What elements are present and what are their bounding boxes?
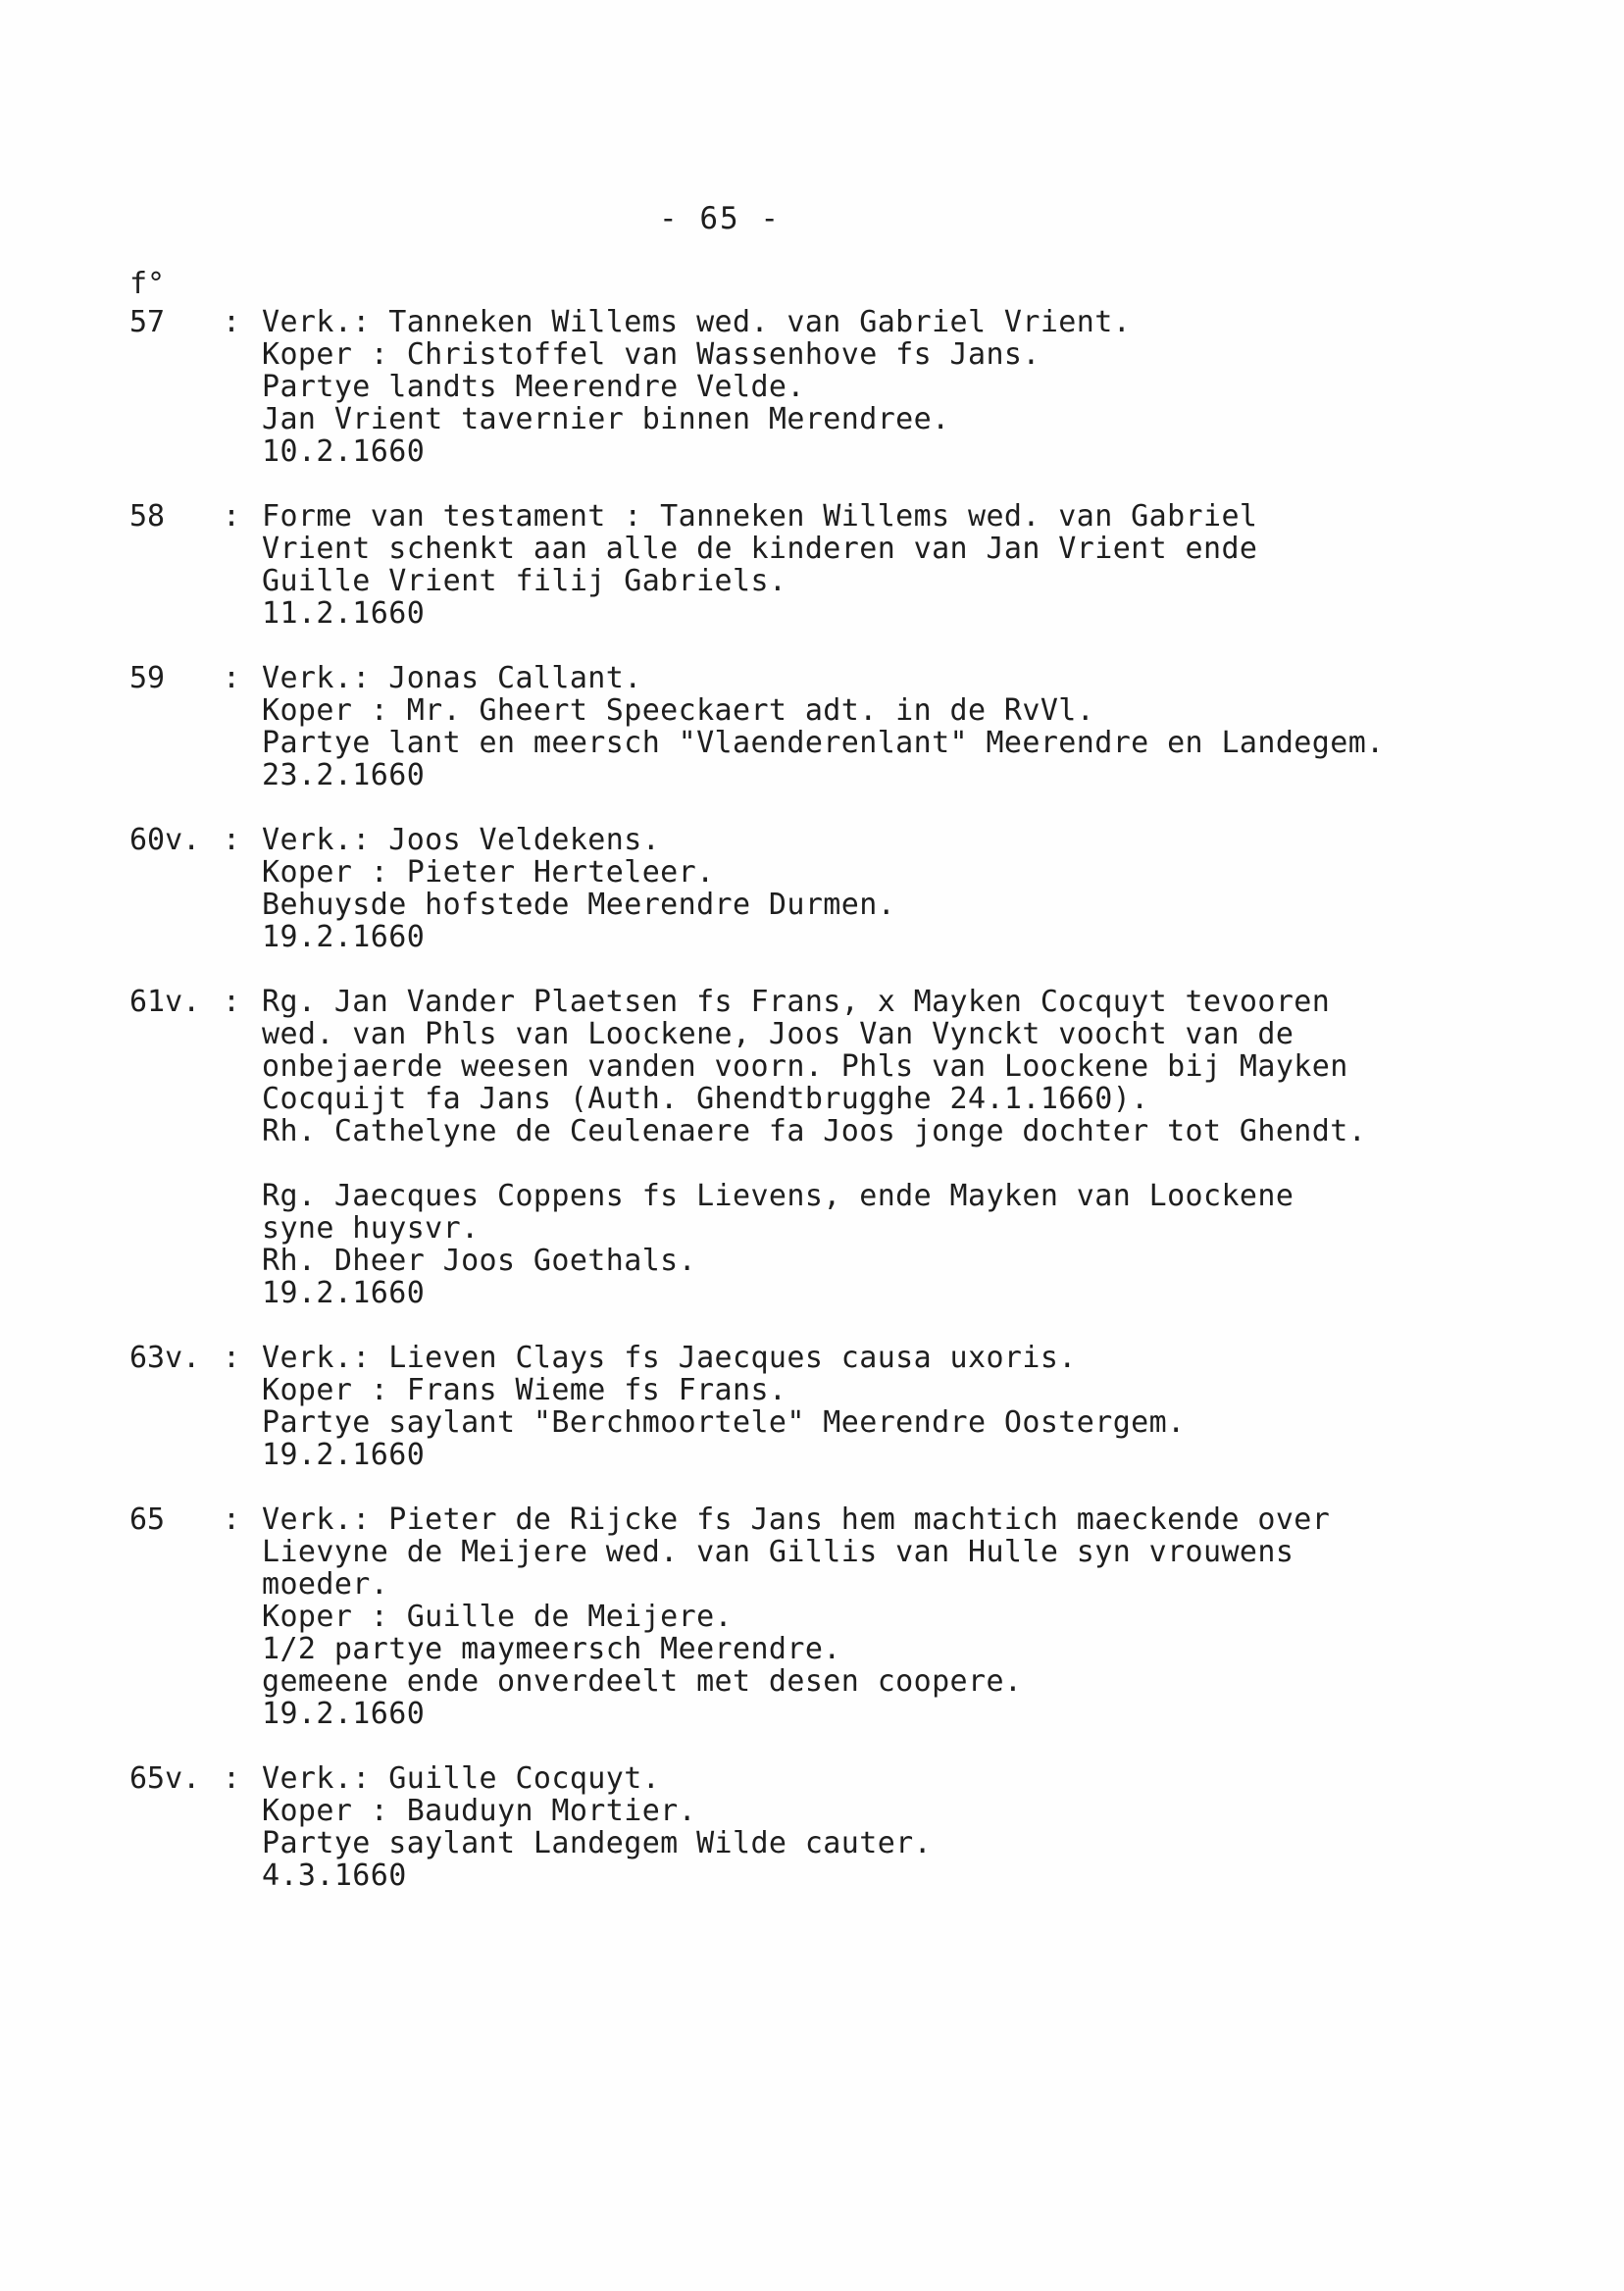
entry-line: onbejaerde weesen vanden voorn. Phls van Loockene bij Mayken [262, 1049, 1348, 1084]
entry-text [262, 1342, 1502, 1471]
entry-line: Partye saylant "Berchmoortele" Meerendre Oostergem. [262, 1405, 1186, 1440]
entry-line: Verk.: Pieter de Rijcke fs Jans hem machtich maeckende over [262, 1502, 1331, 1537]
register-entry [129, 824, 1502, 953]
folio-number: 61v. [129, 985, 201, 1019]
entry-line: Koper : Guille de Meijere. [262, 1600, 733, 1634]
entry-text [262, 306, 1502, 468]
entry-line: Rh. Cathelyne de Ceulenaere fa Joos jonge dochter tot Ghendt. [262, 1114, 1367, 1148]
entry-line: Koper : Christoffel van Wassenhove fs Jans. [262, 337, 1040, 372]
folio-number: 60v. [129, 823, 201, 857]
entry-text [262, 1762, 1502, 1892]
entry-line: moeder. [262, 1567, 389, 1602]
entry-text [262, 986, 1502, 1309]
entry-line: Cocquijt fa Jans (Auth. Ghendtbrugghe 24.1.1660). [262, 1082, 1149, 1116]
entry-separator: : [223, 305, 241, 339]
folio-number: 65 [129, 1502, 166, 1537]
entry-text [262, 1503, 1502, 1730]
entry-line: Koper : Pieter Herteleer. [262, 855, 715, 890]
entry-text [262, 824, 1502, 953]
entry-line: Verk.: Joos Veldekens. [262, 823, 661, 857]
entry-line: 4.3.1660 [262, 1858, 407, 1893]
entry-separator: : [223, 1502, 241, 1537]
entry-line: Partye landts Meerendre Velde. [262, 370, 805, 404]
entry-line: 19.2.1660 [262, 1438, 426, 1472]
entry-list [129, 306, 1502, 1924]
entry-line: Partye lant en meersch "Vlaenderenlant" Meerendre en Landegem. [262, 726, 1385, 760]
register-entry [129, 662, 1502, 791]
folio-number: 63v. [129, 1341, 201, 1375]
entry-separator: : [223, 823, 241, 857]
entry-text [262, 500, 1502, 630]
entry-separator: : [223, 661, 241, 695]
entry-line: 10.2.1660 [262, 434, 426, 469]
entry-line: Verk.: Tanneken Willems wed. van Gabriel Vrient. [262, 305, 1132, 339]
entry-line: 19.2.1660 [262, 920, 426, 954]
entry-line: Rg. Jan Vander Plaetsen fs Frans, x Mayken Cocquyt tevooren [262, 985, 1331, 1019]
entry-separator: : [223, 1341, 241, 1375]
register-entry [129, 500, 1502, 630]
entry-line: 19.2.1660 [262, 1276, 426, 1310]
entry-line: Vrient schenkt aan alle de kinderen van Jan Vrient ende [262, 532, 1258, 566]
entry-line: wed. van Phls van Loockene, Joos Van Vynckt voocht van de [262, 1017, 1294, 1051]
entry-line: Jan Vrient tavernier binnen Merendree. [262, 402, 950, 436]
entry-line: Forme van testament : Tanneken Willems wed. van Gabriel [262, 499, 1258, 534]
entry-line: Verk.: Guille Cocquyt. [262, 1761, 661, 1796]
folio-number: 57 [129, 305, 166, 339]
register-entry [129, 1503, 1502, 1730]
entry-line: Rh. Dheer Joos Goethals. [262, 1244, 697, 1278]
entry-line: Lievyne de Meijere wed. van Gillis van Hulle syn vrouwens [262, 1535, 1294, 1569]
entry-line: 23.2.1660 [262, 758, 426, 792]
entry-line: Partye saylant Landegem Wilde cauter. [262, 1826, 933, 1860]
entry-line: Guille Vrient filij Gabriels. [262, 564, 787, 598]
register-entry [129, 1342, 1502, 1471]
entry-line: Rg. Jaecques Coppens fs Lievens, ende Mayken van Loockene [262, 1179, 1294, 1213]
folio-number: 58 [129, 499, 166, 534]
paragraph-gap [262, 1147, 1502, 1180]
entry-separator: : [223, 499, 241, 534]
entry-line: Verk.: Lieven Clays fs Jaecques causa uxoris. [262, 1341, 1077, 1375]
folio-number: 59 [129, 661, 166, 695]
entry-line: Verk.: Jonas Callant. [262, 661, 642, 695]
entry-separator: : [223, 1761, 241, 1796]
entry-text [262, 662, 1502, 791]
register-entry [129, 986, 1502, 1309]
page-number: - 65 - [659, 201, 781, 236]
entry-line: Koper : Frans Wieme fs Frans. [262, 1373, 787, 1407]
entry-separator: : [223, 985, 241, 1019]
entry-line: syne huysvr. [262, 1211, 480, 1246]
entry-line: gemeene ende onverdeelt met desen coopere. [262, 1664, 1023, 1699]
entry-line: Koper : Mr. Gheert Speeckaert adt. in de RvVl. [262, 693, 1095, 728]
entry-line: 1/2 partye maymeersch Meerendre. [262, 1632, 841, 1666]
register-entry [129, 1762, 1502, 1892]
entry-line: Behuysde hofstede Meerendre Durmen. [262, 888, 896, 922]
folio-number: 65v. [129, 1761, 201, 1796]
entry-line: 19.2.1660 [262, 1697, 426, 1731]
entry-line: 11.2.1660 [262, 596, 426, 631]
entry-line: Koper : Bauduyn Mortier. [262, 1794, 697, 1828]
register-entry [129, 306, 1502, 468]
folio-column-label: f° [129, 267, 166, 301]
